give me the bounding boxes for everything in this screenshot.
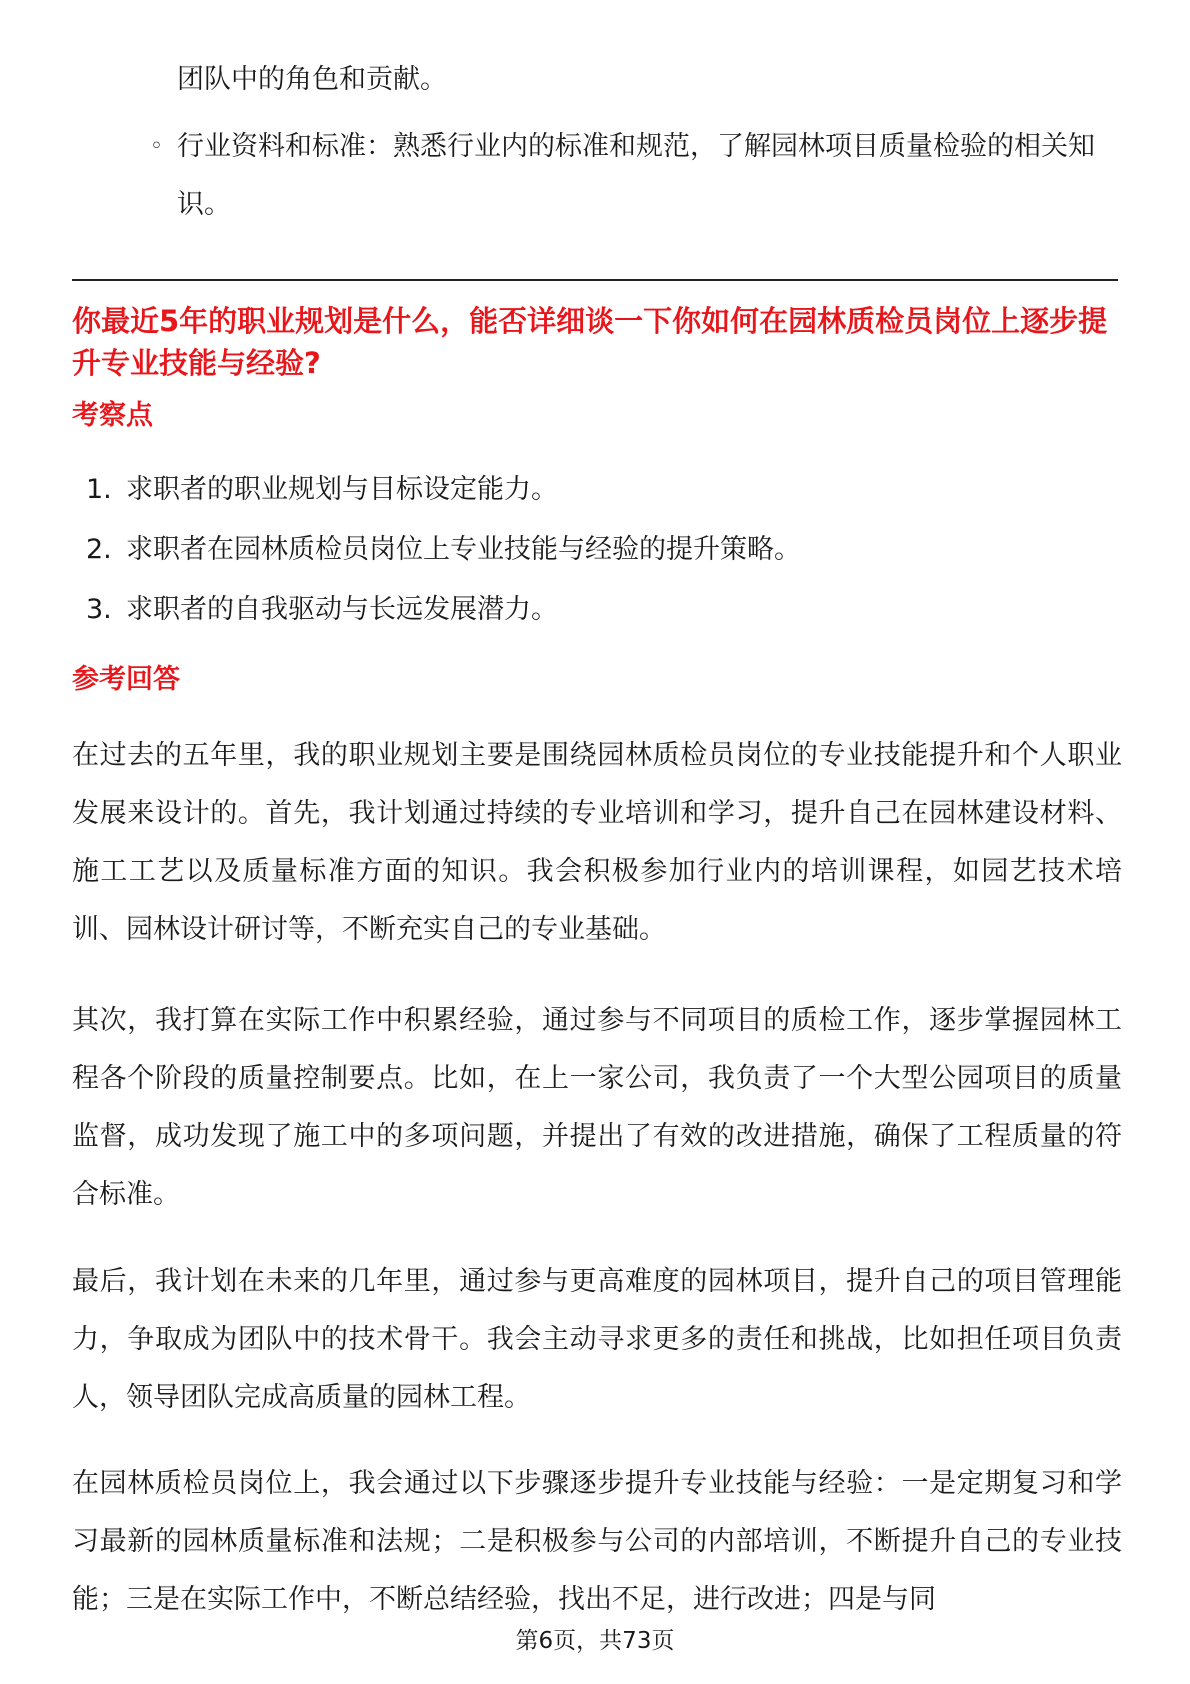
section-divider: [72, 279, 1118, 281]
answer-paragraph: 其次，我打算在实际工作中积累经验，通过参与不同项目的质检工作，逐步掌握园林工程各个阶段的质量控制要点。比如，在上一家公司，我负责了一个大型公园项目的质量监督，成功发现了施工中的多项问题，并提出了有效的改进措施，确保了工程质量的符合标准。: [72, 1005, 1122, 1210]
list-text: 求职者在园林质检员岗位上专业技能与经验的提升策略。: [126, 534, 801, 565]
bullet-circle-icon: ◦: [150, 134, 163, 159]
page-footer: 第6页，共73页: [515, 1628, 675, 1654]
list-number: 3.: [86, 594, 112, 625]
bullet-item: [150, 118, 1107, 234]
continuation-text: 团队中的角色和贡献。: [177, 64, 447, 95]
list-text: 求职者的自我驱动与长远发展潜力。: [126, 594, 558, 625]
section-title-kaochadian: 考察点: [72, 400, 153, 431]
answer-paragraph: 在过去的五年里，我的职业规划主要是围绕园林质检员岗位的专业技能提升和个人职业发展来设计的。首先，我计划通过持续的专业培训和学习，提升自己在园林建设材料、施工工艺以及质量标准方面的知识。我会积极参加行业内的培训课程，如园艺技术培训、园林设计研讨等，不断充实自己的专业基础。: [72, 740, 1122, 945]
list-number: 1.: [86, 474, 112, 505]
list-item: [86, 530, 801, 570]
section-title-cankao: 参考回答: [72, 664, 180, 695]
list-item: [86, 470, 558, 510]
answer-paragraph: 在园林质检员岗位上，我会通过以下步骤逐步提升专业技能与经验：一是定期复习和学习最新的园林质量标准和法规；二是积极参与公司的内部培训，不断提升自己的专业技能；三是在实际工作中，不断总结经验，找出不足，进行改进；四是与同: [72, 1468, 1122, 1615]
question-heading: 你最近5年的职业规划是什么，能否详细谈一下你如何在园林质检员岗位上逐步提升专业技能与经验?: [72, 304, 1108, 380]
answer-paragraph: 最后，我计划在未来的几年里，通过参与更高难度的园林项目，提升自己的项目管理能力，争取成为团队中的技术骨干。我会主动寻求更多的责任和挑战，比如担任项目负责人，领导团队完成高质量的园林工程。: [72, 1266, 1122, 1413]
list-number: 2.: [86, 534, 112, 565]
list-item: [86, 590, 558, 630]
list-text: 求职者的职业规划与目标设定能力。: [126, 474, 558, 505]
bullet-text: 行业资料和标准：熟悉行业内的标准和规范，了解园林项目质量检验的相关知识。: [177, 131, 1095, 220]
